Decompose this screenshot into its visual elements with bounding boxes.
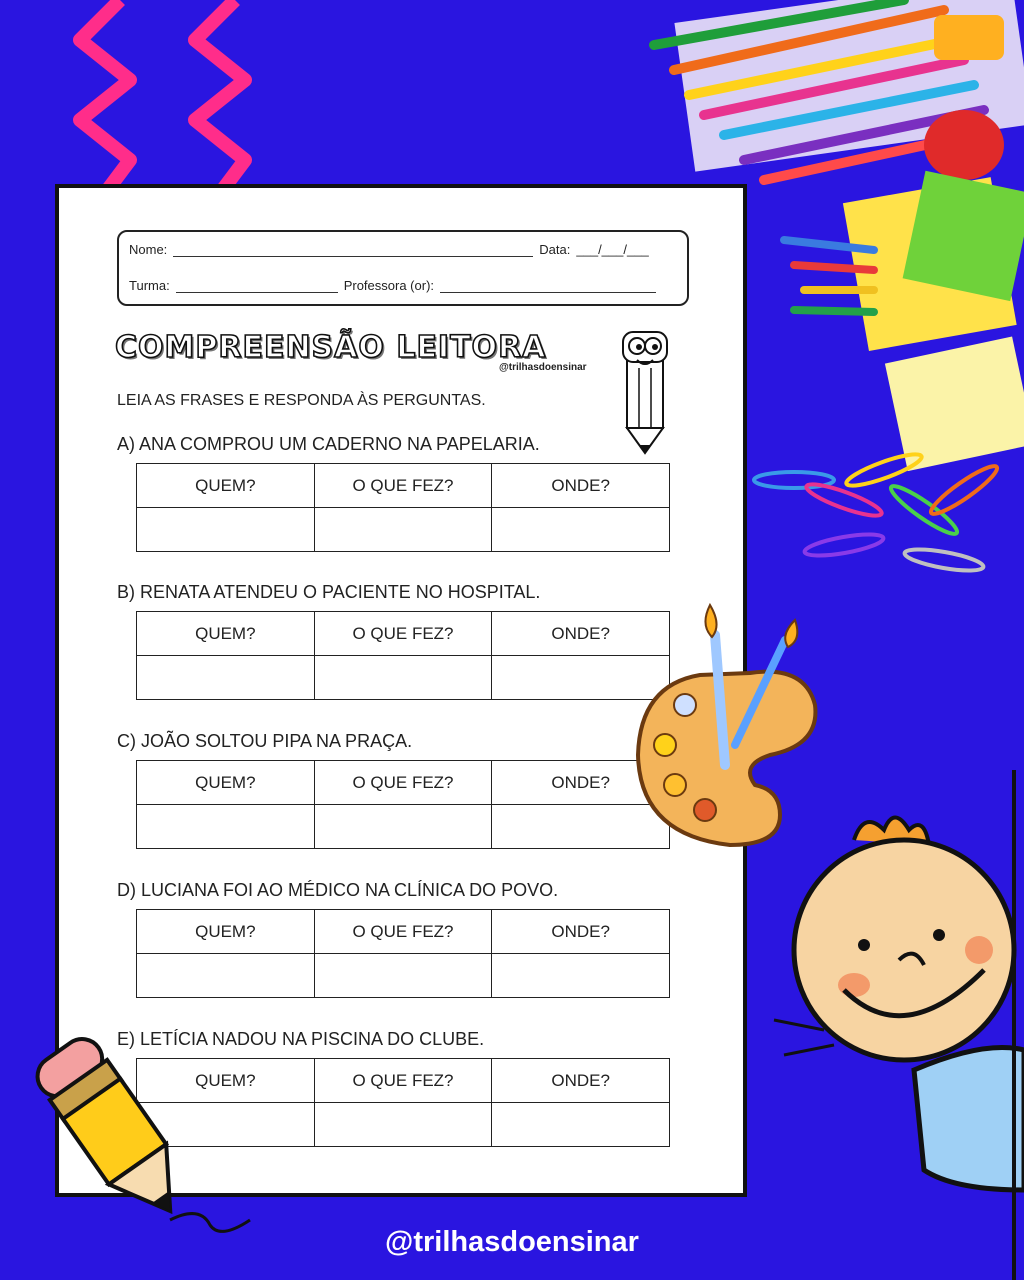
answer-cell-o-que-fez[interactable]	[314, 508, 492, 552]
answer-table-a	[136, 463, 670, 552]
question-b: B) RENATA ATENDEU O PACIENTE NO HOSPITAL.	[117, 582, 541, 602]
turma-line	[176, 280, 338, 293]
answer-table-d	[136, 909, 670, 998]
header-o-que-fez: O QUE FEZ?	[314, 761, 492, 805]
header-quem: QUEM?	[137, 910, 315, 954]
answer-table-c	[136, 760, 670, 849]
answer-cell-o-que-fez[interactable]	[314, 954, 492, 998]
title-block	[115, 330, 587, 373]
footer-handle: @trilhasdoensinar	[385, 1226, 639, 1258]
answer-cell-quem[interactable]	[137, 656, 315, 700]
answer-cell-o-que-fez[interactable]	[314, 805, 492, 849]
data-label: Data:	[539, 242, 571, 257]
header-o-que-fez: O QUE FEZ?	[314, 1059, 492, 1103]
question-c: C) JOÃO SOLTOU PIPA NA PRAÇA.	[117, 731, 413, 751]
pencil-mascot-icon	[615, 328, 675, 458]
student-info-box	[117, 230, 689, 306]
header-o-que-fez: O QUE FEZ?	[314, 464, 492, 508]
answer-cell-quem[interactable]	[137, 954, 315, 998]
pencil-icon	[20, 1025, 270, 1235]
worksheet-title: COMPREENSÃO LEITORA	[115, 330, 547, 365]
answer-cell-quem[interactable]	[137, 508, 315, 552]
answer-cell-o-que-fez[interactable]	[314, 1103, 492, 1147]
question-e: E) LETÍCIA NADOU NA PISCINA DO CLUBE.	[117, 1029, 485, 1049]
instructions: LEIA AS FRASES E RESPONDA ÀS PERGUNTAS.	[117, 392, 486, 409]
answer-cell-onde[interactable]	[492, 1103, 670, 1147]
answer-cell-quem[interactable]	[137, 805, 315, 849]
answer-table-b	[136, 611, 670, 700]
header-onde: ONDE?	[492, 464, 670, 508]
cartoon-kid-image	[764, 770, 1024, 1280]
question-d: D) LUCIANA FOI AO MÉDICO NA CLÍNICA DO POVO.	[117, 880, 559, 900]
question-a: A) ANA COMPROU UM CADERNO NA PAPELARIA.	[117, 434, 540, 454]
zigzag-decoration	[60, 0, 260, 200]
header-quem: QUEM?	[137, 1059, 315, 1103]
header-quem: QUEM?	[137, 612, 315, 656]
professora-label: Professora (or):	[343, 278, 435, 293]
answer-cell-o-que-fez[interactable]	[314, 656, 492, 700]
title-handle: @trilhasdoensinar	[499, 362, 587, 373]
header-quem: QUEM?	[137, 761, 315, 805]
header-onde: ONDE?	[492, 612, 670, 656]
header-onde: ONDE?	[492, 1059, 670, 1103]
answer-cell-onde[interactable]	[492, 954, 670, 998]
data-blank: ___/___/___	[576, 242, 649, 257]
answer-cell-onde[interactable]	[492, 508, 670, 552]
nome-label: Nome:	[129, 242, 168, 257]
header-o-que-fez: O QUE FEZ?	[314, 612, 492, 656]
header-o-que-fez: O QUE FEZ?	[314, 910, 492, 954]
header-quem: QUEM?	[137, 464, 315, 508]
turma-label: Turma:	[129, 278, 170, 293]
nome-line	[173, 244, 533, 257]
header-onde: ONDE?	[492, 761, 670, 805]
header-onde: ONDE?	[492, 910, 670, 954]
professora-line	[440, 280, 656, 293]
